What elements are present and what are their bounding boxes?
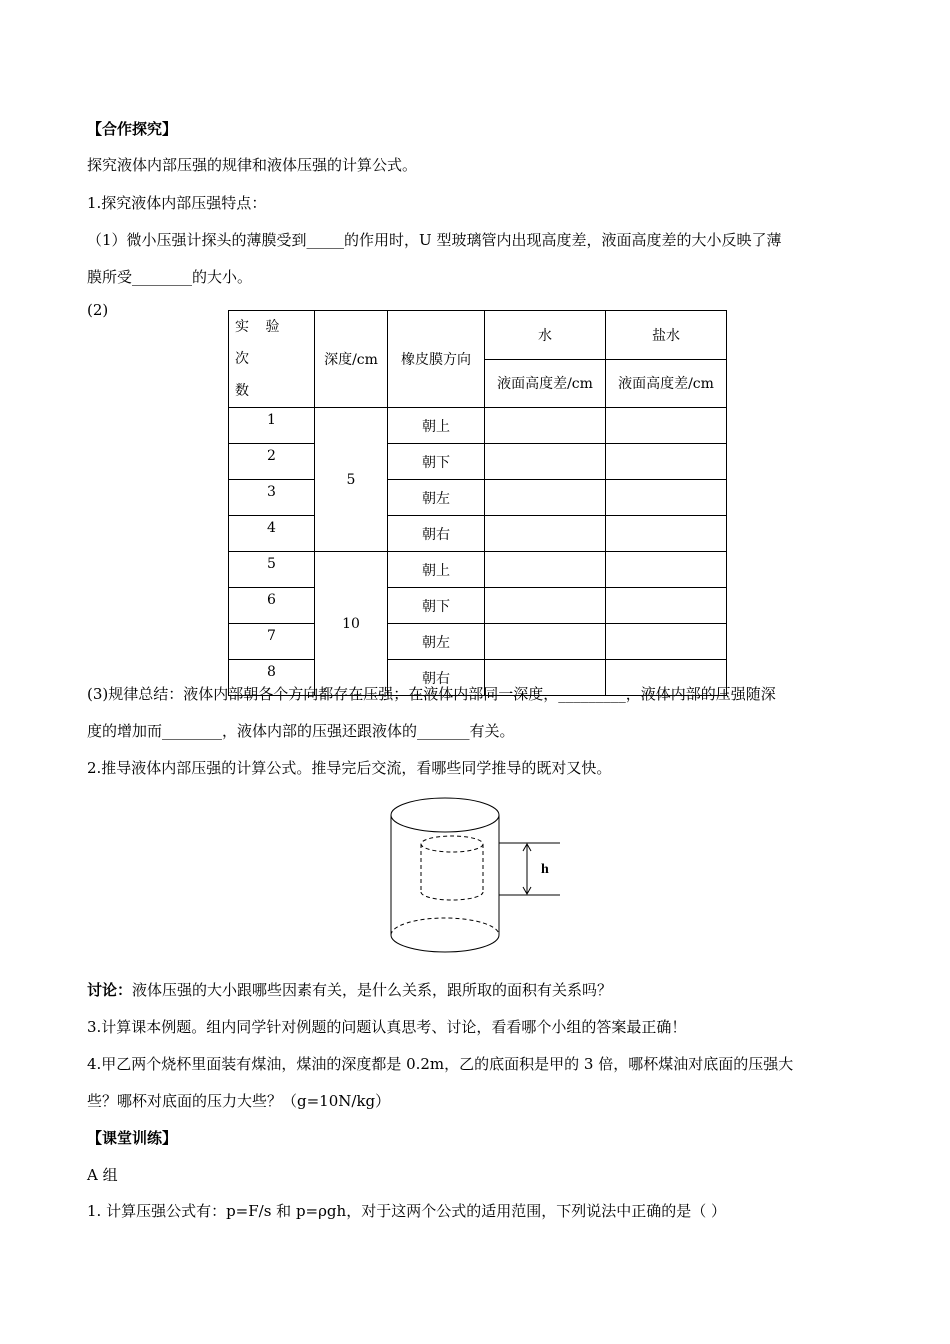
discussion-label: 讨论： bbox=[87, 981, 133, 999]
salt-blank bbox=[606, 480, 727, 516]
direction-cell: 朝上 bbox=[388, 552, 485, 588]
table-row bbox=[229, 516, 727, 552]
item1-q3-line2: 度的增加而________，液体内部的压强还跟液体的_______有关。 bbox=[87, 722, 515, 740]
item4-line2: 些？哪杯对底面的压力大些？（g=10N/kg） bbox=[87, 1092, 391, 1110]
direction-cell: 朝下 bbox=[388, 444, 485, 480]
water-blank bbox=[485, 516, 606, 552]
height-label: h bbox=[541, 862, 549, 877]
item1-q1-line2: 膜所受________的大小。 bbox=[87, 268, 253, 286]
header-direction: 橡皮膜方向 bbox=[388, 311, 485, 408]
salt-blank bbox=[606, 408, 727, 444]
table-row bbox=[229, 588, 727, 624]
header-trial: 实 验 次 数 bbox=[229, 311, 315, 408]
table-row bbox=[229, 480, 727, 516]
header-water-diff: 液面高度差/cm bbox=[485, 359, 606, 408]
direction-cell: 朝左 bbox=[388, 624, 485, 660]
table-row bbox=[229, 444, 727, 480]
direction-cell: 朝下 bbox=[388, 588, 485, 624]
header-water: 水 bbox=[485, 311, 606, 360]
item1-q3-line1: (3)规律总结：液体内部朝各个方向都存在压强；在液体内部同一深度，_________，液体内部的压强随深 bbox=[87, 685, 776, 703]
trial-number: 7 bbox=[229, 624, 315, 660]
trial-number: 6 bbox=[229, 588, 315, 624]
salt-blank bbox=[606, 588, 727, 624]
direction-cell: 朝上 bbox=[388, 408, 485, 444]
cylinder-diagram bbox=[390, 793, 570, 958]
item1-q1-line1: （1）微小压强计探头的薄膜受到_____的作用时，U 型玻璃管内出现高度差，液面高度差的大小反映了薄 bbox=[87, 231, 782, 249]
trial-number: 2 bbox=[229, 444, 315, 480]
salt-blank bbox=[606, 516, 727, 552]
trial-number: 5 bbox=[229, 552, 315, 588]
header-salt-diff: 液面高度差/cm bbox=[606, 359, 727, 408]
section-title-training: 【课堂训练】 bbox=[87, 1129, 178, 1147]
direction-cell: 朝左 bbox=[388, 480, 485, 516]
inner-cylinder-top bbox=[421, 836, 483, 852]
item3-text: 3.计算课本例题。组内同学针对例题的问题认真思考、讨论，看看哪个小组的答案最正确！ bbox=[87, 1018, 687, 1036]
group-a-label: A 组 bbox=[87, 1166, 118, 1184]
item1-title: 1.探究液体内部压强特点： bbox=[87, 194, 267, 212]
direction-cell: 朝右 bbox=[388, 660, 485, 696]
table-row bbox=[229, 624, 727, 660]
depth-cell: 5 bbox=[315, 408, 388, 552]
depth-cell: 10 bbox=[315, 552, 388, 696]
item2-text: 2.推导液体内部压强的计算公式。推导完后交流，看哪些同学推导的既对又快。 bbox=[87, 759, 612, 777]
trial-number: 8 bbox=[229, 660, 315, 696]
water-blank bbox=[485, 624, 606, 660]
item4-line1: 4.甲乙两个烧杯里面装有煤油，煤油的深度都是 0.2m，乙的底面积是甲的 3 倍，哪杯煤油对底面的压强大 bbox=[87, 1055, 794, 1073]
trial-number: 3 bbox=[229, 480, 315, 516]
training-question-1: 1. 计算压强公式有：p=F/s 和 p=ρgh，对于这两个公式的适用范围，下列说法中正确的是（ ） bbox=[87, 1202, 726, 1220]
trial-number: 4 bbox=[229, 516, 315, 552]
water-blank bbox=[485, 480, 606, 516]
outer-cylinder-top bbox=[391, 798, 499, 832]
trial-number: 1 bbox=[229, 408, 315, 444]
experiment-table bbox=[228, 310, 727, 696]
salt-blank bbox=[606, 624, 727, 660]
salt-blank bbox=[606, 552, 727, 588]
outer-cylinder-bottom-back bbox=[391, 918, 499, 935]
water-blank bbox=[485, 408, 606, 444]
direction-cell: 朝右 bbox=[388, 516, 485, 552]
intro-text: 探究液体内部压强的规律和液体压强的计算公式。 bbox=[87, 156, 418, 174]
inner-cylinder-bottom bbox=[421, 892, 483, 900]
table-row bbox=[229, 408, 727, 444]
salt-blank bbox=[606, 444, 727, 480]
water-blank bbox=[485, 552, 606, 588]
discussion-line bbox=[87, 980, 612, 1000]
item1-q2-label: (2) bbox=[87, 301, 109, 319]
header-depth: 深度/cm bbox=[315, 311, 388, 408]
water-blank bbox=[485, 588, 606, 624]
table-row bbox=[229, 552, 727, 588]
water-blank bbox=[485, 444, 606, 480]
section-title-cooperative: 【合作探究】 bbox=[87, 120, 178, 138]
discussion-text: 液体压强的大小跟哪些因素有关，是什么关系，跟所取的面积有关系吗？ bbox=[132, 981, 613, 999]
header-saltwater: 盐水 bbox=[606, 311, 727, 360]
outer-cylinder-bottom-front bbox=[391, 935, 499, 952]
